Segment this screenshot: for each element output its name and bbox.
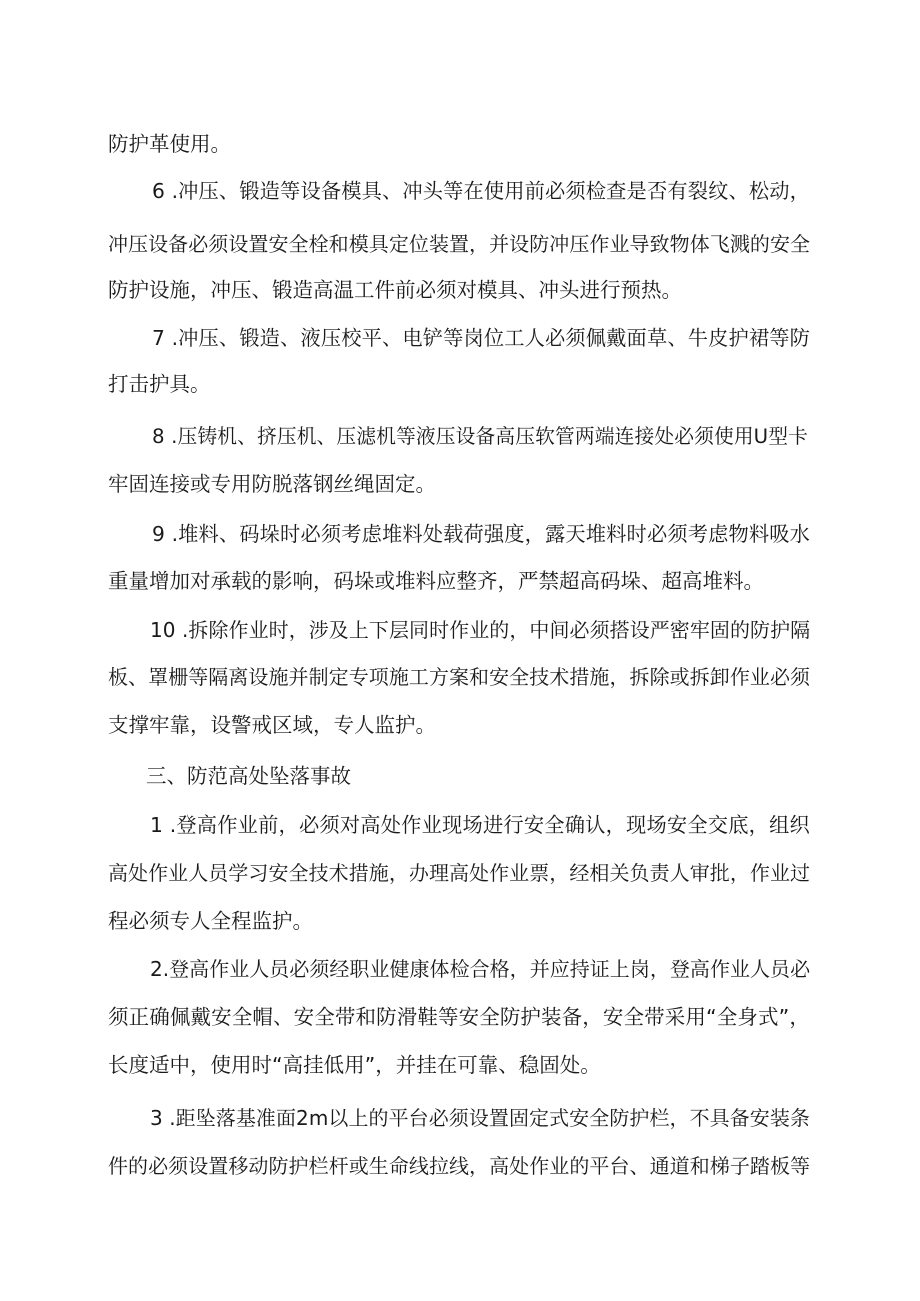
paragraph-line [0,366,920,402]
paragraph-line [0,659,920,695]
line-text: 打击护具。 [108,372,211,396]
line-text: 板、罩栅等隔离设施并制定专项施工方案和安全技术措施，拆除或拆卸作业必须 [108,665,811,689]
line-text: 1 .登高作业前，必须对高处作业现场进行安全确认，现场安全交底，组织 [150,813,810,837]
paragraph-line [0,226,920,262]
section-heading-text: 三、防范高处坠落事故 [146,764,351,788]
line-text: 须正确佩戴安全帽、安全带和防滑鞋等安全防护装备，安全带采用“全身式”， [108,1005,810,1029]
line-text: 7 .冲压、锻造、液压校平、电铲等岗位工人必须佩戴面草、牛皮护裙等防 [152,326,810,350]
paragraph-line [0,951,920,987]
line-text: 冲压设备必须设置安全栓和模具定位装置，并设防冲压作业导致物体飞溅的安全 [108,232,811,256]
line-text: 3 .距坠落基准面2m以上的平台必须设置固定式安全防护栏，不具备安装条 [150,1106,810,1130]
line-text: 防护革使用。 [108,132,231,156]
line-text: 高处作业人员学习安全技术措施，办理高处作业票，经相关负责人审批，作业过 [108,861,811,885]
paragraph-line [0,466,920,502]
line-text: 件的必须设置移动防护栏杆或生命线拉线，高处作业的平台、通道和梯子踏板等 [108,1154,811,1178]
paragraph-line [0,419,920,455]
line-text: 程必须专人全程监护。 [108,909,313,933]
paragraph-line [0,612,920,648]
paragraph-line [0,516,920,552]
paragraph-line [0,563,920,599]
line-text: 8 .压铸机、挤压机、压滤机等液压设备高压软管两端连接处必须使用U型卡 [152,425,808,448]
paragraph-line [0,1148,920,1184]
line-text: 长度适中，使用时“高挂低用”，并挂在可靠、稳固处。 [108,1053,601,1077]
paragraph-line [0,807,920,843]
paragraph-line [0,126,920,162]
section-heading [0,758,920,794]
paragraph-line [0,903,920,939]
line-text: 支撑牢靠，设警戒区域，专人监护。 [108,713,436,737]
paragraph-line [0,173,920,209]
line-text: 防护设施，冲压、锻造高温工件前必须对模具、冲头进行预热。 [108,278,682,302]
paragraph-line [0,320,920,356]
line-text: 2.登高作业人员必须经职业健康体检合格，并应持证上岗，登高作业人员必 [150,957,811,981]
line-text: 6 .冲压、锻造等设备模具、冲头等在使用前必须检查是否有裂纹、松动， [152,179,810,203]
paragraph-line [0,707,920,743]
line-text: 9 .堆料、码垛时必须考虑堆料处载荷强度，露天堆料时必须考虑物料吸水 [152,522,810,546]
line-text: 重量增加对承载的影响，码垛或堆料应整齐，严禁超高码垛、超高堆料。 [108,569,764,593]
paragraph-line [0,1100,920,1136]
line-text: 10 .拆除作业时，涉及上下层同时作业的，中间必须搭设严密牢固的防护隔 [150,618,811,642]
paragraph-line [0,1047,920,1083]
paragraph-line [0,999,920,1035]
line-text: 牢固连接或专用防脱落钢丝绳固定。 [108,472,436,496]
paragraph-line [0,272,920,308]
paragraph-line [0,855,920,891]
